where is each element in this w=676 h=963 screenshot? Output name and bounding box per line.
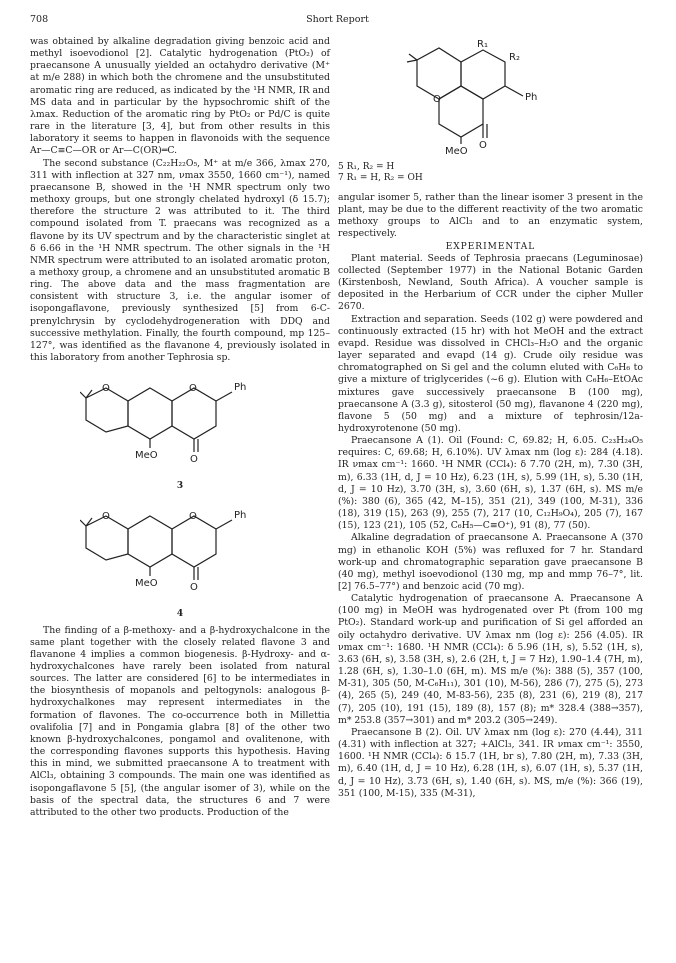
paragraph: Extraction and separation. Seeds (102 g) were powdered and continuously extracted (15 hr) with hot MeOH and the extract evapd. Residue was dissolved in CHCl₃–H₂O and the organic layer separated and evapd (14 g). Crude oily residue was chromatographed on Si gel and the column eluted with C₆H₆ to give a mixture of triglycerides (~6 g). Elution with C₆H₆–EtOAc mixtures gave successively praecansone B (100 mg), praecansone A (3.3 g), sitosterol (50 mg), flavanone 4 (220 mg), flavone 5 (50 mg) and a mixture of tephrosin/12a-hydroxyrotenone (50 mg).	[338, 313, 643, 434]
paragraph: angular isomer 5, rather than the linear isomer 3 present in the plant, may be due to the different reactivity of the two aromatic methoxy groups to AlCl₃ and to an enzymatic system, respectively.	[338, 192, 643, 240]
page-header	[30, 14, 645, 28]
running-title: Short Report	[306, 14, 369, 25]
section-heading-experimental: EXPERIMENTAL	[445, 241, 536, 252]
carbonyl-oxygen-label: O	[190, 582, 198, 594]
r2-label: R₂	[508, 52, 520, 63]
structure-5-7-diagram	[391, 38, 591, 160]
right-column	[338, 36, 643, 800]
carbonyl-oxygen-label: O	[478, 140, 487, 151]
page-number: 708	[30, 14, 49, 25]
methoxy-label: MeO	[444, 146, 468, 157]
r1-label: R₁	[476, 39, 488, 50]
structure-3-label: 3	[176, 481, 184, 492]
ring-oxygen-label: O	[102, 511, 110, 523]
structure-5-caption: 5 R₁, R₂ = H	[338, 162, 395, 172]
phenyl-label: Ph	[524, 92, 537, 103]
paragraph: was obtained by alkaline degradation giving benzoic acid and methyl isoevodionol [2]. Catalytic hydrogenation (PtO₂) of praecansone A unusually yielded an octahydro derivative (M⁺ at m/e 288) in which both the chromene and the unsubstituted aromatic ring are reduced, as indicated by the ¹H NMR, IR and MS data and in particular by the hypsochromic shift of the λmax. Reduction of the aromatic ring by PtO₂ or Pd/C is quite rare in the literature [3, 4], but from other results in this laboratory it seems to happen in flavonoids with the sequence Ar—C≡C—OR or Ar—C(OR)═C.	[30, 36, 330, 157]
structure-4-label: 4	[176, 609, 184, 620]
paragraph: The second substance (C₂₂H₂₂O₅, M⁺ at m/e 366, λmax 270, 311 with inflection at 327 nm, νmax 3550, 1660 cm⁻¹), named praecansone B, showed in the ¹H NMR spectrum only two methoxy groups, but one strongly chelated hydroxyl (δ 15.7); therefore the structure 2 was attributed to it. The third compound isolated from T. praecans was recognized as a flavone by its UV spectrum and by the characteristic singlet at δ 6.66 in the ¹H NMR spectrum. The other signals in the ¹H NMR spectrum were attributed to an isolated aromatic proton, a methoxy group, a chromene and an unsubstituted aromatic B ring. The above data and the mass fragmentation are consistent with structure 3, i.e. the angular isomer of isopongaflavone, previously synthesized [5] from 6-C-prenylchrysin by cyclodehydrogeneration with DDQ and successive methylation. Finally, the fourth compound, mp 125–127°, was identified as the flavanone 4, previously isolated in this laboratory from another Tephrosia sp.	[30, 157, 330, 364]
paragraph: Praecansone A (1). Oil (Found: C, 69.82; H, 6.05. C₂₃H₂₄O₅ requires: C, 69.68; H, 6.10%). UV λmax nm (log ε): 284 (4.18). IR νmax cm⁻¹: 1660. ¹H NMR (CCl₄): δ 7.70 (2H, m), 7.30 (3H, m), 6.33 (1H, d, J = 10 Hz), 6.23 (1H, s), 5.99 (1H, s), 5.30 (1H, d, J = 10 Hz), 3.70 (3H, s), 3.60 (6H, s), 1.37 (6H, s). MS m/e (%): 380 (6), 365 (42, M–15), 351 (21), 349 (100, M-31), 336 (18), 319 (15), 263 (9), 255 (7), 217 (10, C₁₂H₉O₄), 205 (7), 167 (15), 123 (21), 105 (52, C₆H₅—C≡O⁺), 91 (8), 77 (50).	[338, 435, 643, 532]
paragraph: Catalytic hydrogenation of praecansone A. Praecansone A (100 mg) in MeOH was hydrogenated over Pt (from 100 mg PtO₂). Standard work-up and purification of Si gel afforded an oily octahydro derivative. UV λmax nm (log ε): 256 (4.05). IR νmax cm⁻¹: 1680. ¹H NMR (CCl₄): δ 5.96 (1H, s), 5.52 (1H, s), 3.63 (6H, s), 3.58 (3H, s), 2.6 (2H, t, J = 7 Hz), 1.90–1.4 (7H, m), 1.28 (6H, s), 1.30–1.0 (6H, m). MS m/e (%): 388 (5), 357 (100, M-31), 305 (50, M-C₆H₁₁), 301 (10), M-56), 286 (7), 275 (5), 273 (4), 265 (5), 249 (40, M-83-56), 235 (8), 231 (6), 219 (8), 217 (7), 205 (10), 191 (15), 189 (8), 157 (8); m* 328.4 (388→357), m* 253.8 (357→301) and m* 203.2 (305→249).	[338, 593, 643, 726]
ring-oxygen-label: O	[432, 94, 441, 105]
ring-oxygen-label: O	[189, 383, 197, 395]
structure-4-diagram	[80, 494, 280, 606]
ring-oxygen-label: O	[189, 511, 197, 523]
phenyl-label: Ph	[234, 382, 247, 394]
ring-oxygen-label: O	[102, 383, 110, 395]
phenyl-label: Ph	[234, 510, 247, 522]
paragraph: Praecansone B (2). Oil. UV λmax nm (log ε): 270 (4.44), 311 (4.31) with inflection at 327; +AlCl₃, 341. IR νmax cm⁻¹: 3550, 1600. ¹H NMR (CCl₄): δ 15.7 (1H, br s), 7.80 (2H, m), 7.33 (3H, m), 6.40 (1H, d, J = 10 Hz), 6.28 (1H, s), 6.07 (1H, s), 5.37 (1H, d, J = 10 Hz), 3.73 (6H, s), 1.40 (6H, s). MS, m/e (%): 366 (19), 351 (100, M-15), 335 (M-31),	[338, 726, 643, 799]
left-column	[30, 36, 330, 819]
paragraph: The finding of a β-methoxy- and a β-hydroxychalcone in the same plant together with the closely related flavone 3 and flavanone 4 implies a common biogenesis. β-Hydroxy- and α-hydroxychalcones have rarely been isolated from natural sources. The latter are considered [6] to be intermediates in the biosynthesis of mopanols and peltogynols: analogous β-hydroxychalkones may represent intermediates in the formation of flavones. The co-occurrence both in Millettia ovalifolia [7] and in Pongamia glabra [8] of the other two known β-hydroxychalcones, pongamol and ovalitenone, with the corresponding flavones supports this hypothesis. Having this in mind, we submitted praecansone A to treatment with AlCl₃, obtaining 3 compounds. The main one was identified as isopongaflavone 5 [5], (the angular isomer of 3), while on the basis of the spectral data, the structures 6 and 7 were attributed to the other two products. Production of the	[30, 624, 330, 818]
structure-3-diagram	[80, 366, 280, 478]
methoxy-label: MeO	[135, 450, 158, 462]
structure-7-caption: 7 R₁ = H, R₂ = OH	[338, 173, 423, 183]
carbonyl-oxygen-label: O	[190, 454, 198, 466]
paragraph: Alkaline degradation of praecansone A. Praecansone A (370 mg) in ethanolic KOH (5%) was refluxed for 7 hr. Standard work-up and chromatographic separation gave praecansone B (40 mg), methyl isoevodionol (130 mg, mp and mmp 76–7°, lit. [2] 76.5–77°) and benzoic acid (70 mg).	[338, 532, 643, 592]
methoxy-label: MeO	[135, 578, 158, 590]
paragraph: Plant material. Seeds of Tephrosia praecans (Leguminosae) collected (September 1977) in the National Botanic Garden (Kirstenbosh, Newland, South Africa). A voucher sample is deposited in the Herbarium of CCR under the cipher Muller 2670.	[338, 252, 643, 313]
